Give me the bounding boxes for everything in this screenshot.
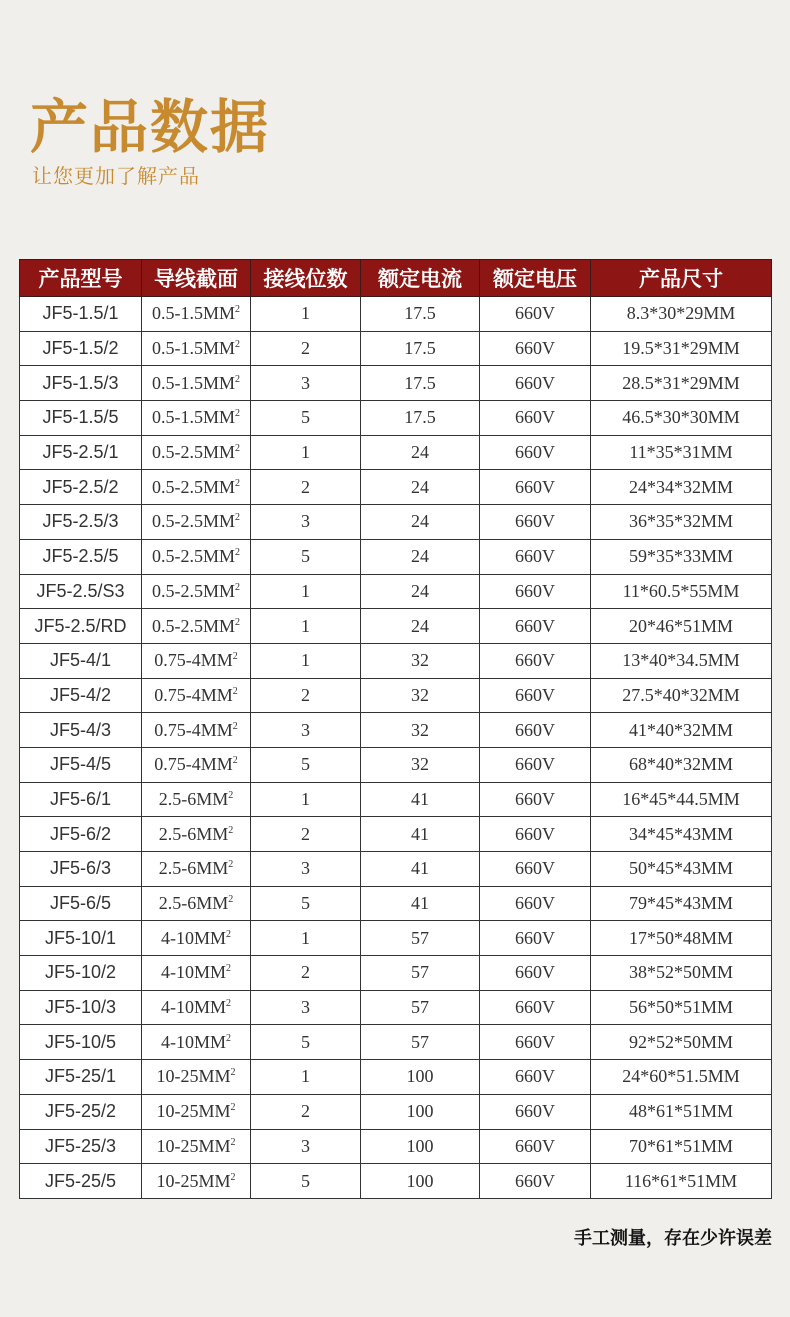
cell-positions: 1 bbox=[251, 609, 361, 644]
cell-section bbox=[142, 1025, 251, 1060]
section-value: 0.75-4MM bbox=[154, 754, 233, 775]
section-value: 0.5-2.5MM bbox=[151, 442, 235, 463]
section-unit-exponent: 2 bbox=[235, 616, 240, 628]
cell-positions: 2 bbox=[251, 956, 361, 991]
cell-voltage: 660V bbox=[480, 331, 591, 366]
section-value: 10-25MM bbox=[156, 1170, 231, 1191]
cell-section bbox=[142, 331, 251, 366]
cell-section bbox=[142, 435, 251, 470]
cell-section bbox=[142, 539, 251, 574]
cell-current: 17.5 bbox=[361, 366, 480, 401]
cell-current: 24 bbox=[361, 609, 480, 644]
cell-size: 59*35*33MM bbox=[591, 539, 772, 574]
section-unit-exponent: 2 bbox=[226, 998, 231, 1010]
cell-model: JF5-1.5/1 bbox=[20, 297, 142, 332]
table-row bbox=[20, 817, 772, 852]
section-value: 10-25MM bbox=[156, 1101, 231, 1122]
cell-voltage: 660V bbox=[480, 852, 591, 887]
cell-positions: 2 bbox=[251, 678, 361, 713]
cell-voltage: 660V bbox=[480, 643, 591, 678]
cell-positions: 3 bbox=[251, 366, 361, 401]
section-unit-exponent: 2 bbox=[232, 651, 238, 663]
cell-current: 100 bbox=[361, 1164, 480, 1199]
cell-current: 32 bbox=[361, 678, 480, 713]
page-title: 产品数据 bbox=[30, 93, 271, 161]
cell-section bbox=[142, 1164, 251, 1199]
cell-section bbox=[142, 886, 251, 921]
table-row bbox=[20, 886, 772, 921]
cell-section bbox=[142, 366, 251, 401]
cell-voltage: 660V bbox=[480, 539, 591, 574]
table-row bbox=[20, 747, 772, 782]
cell-positions: 3 bbox=[251, 852, 361, 887]
table-row bbox=[20, 297, 772, 332]
cell-model: JF5-6/2 bbox=[20, 817, 142, 852]
cell-positions: 5 bbox=[251, 539, 361, 574]
section-unit-exponent: 2 bbox=[230, 1171, 236, 1183]
cell-voltage: 660V bbox=[480, 574, 591, 609]
section-unit-exponent: 2 bbox=[235, 477, 240, 489]
cell-section bbox=[142, 470, 251, 505]
cell-size: 20*46*51MM bbox=[591, 609, 772, 644]
cell-size: 79*45*43MM bbox=[591, 886, 772, 921]
section-value: 4-10MM bbox=[160, 997, 226, 1018]
table-row bbox=[20, 678, 772, 713]
cell-current: 24 bbox=[361, 435, 480, 470]
cell-model: JF5-4/2 bbox=[20, 678, 142, 713]
cell-model: JF5-6/5 bbox=[20, 886, 142, 921]
table-row bbox=[20, 366, 772, 401]
cell-model: JF5-10/1 bbox=[20, 921, 142, 956]
section-unit-exponent: 2 bbox=[230, 1102, 236, 1114]
cell-voltage: 660V bbox=[480, 1129, 591, 1164]
cell-positions: 3 bbox=[251, 505, 361, 540]
section-value: 4-10MM bbox=[160, 1031, 226, 1052]
section-unit-exponent: 2 bbox=[228, 894, 234, 906]
cell-section bbox=[142, 1094, 251, 1129]
page-subtitle: 让您更加了解产品 bbox=[32, 164, 200, 188]
table-row bbox=[20, 1025, 772, 1060]
cell-section bbox=[142, 1060, 251, 1095]
cell-model: JF5-2.5/2 bbox=[20, 470, 142, 505]
cell-size: 24*60*51.5MM bbox=[591, 1060, 772, 1095]
cell-size: 11*35*31MM bbox=[591, 435, 772, 470]
cell-current: 41 bbox=[361, 817, 480, 852]
cell-section bbox=[142, 956, 251, 991]
cell-model: JF5-2.5/3 bbox=[20, 505, 142, 540]
section-unit-exponent: 2 bbox=[235, 443, 240, 455]
table-body bbox=[20, 297, 772, 1199]
cell-positions: 2 bbox=[251, 470, 361, 505]
section-unit-exponent: 2 bbox=[226, 928, 231, 940]
cell-size: 56*50*51MM bbox=[591, 990, 772, 1025]
table-row bbox=[20, 990, 772, 1025]
cell-current: 24 bbox=[361, 539, 480, 574]
table-row bbox=[20, 1060, 772, 1095]
cell-model: JF5-6/3 bbox=[20, 852, 142, 887]
cell-size: 27.5*40*32MM bbox=[591, 678, 772, 713]
section-unit-exponent: 2 bbox=[232, 720, 238, 732]
section-unit-exponent: 2 bbox=[226, 1032, 231, 1044]
cell-voltage: 660V bbox=[480, 1025, 591, 1060]
cell-section bbox=[142, 747, 251, 782]
cell-positions: 2 bbox=[251, 1094, 361, 1129]
cell-size: 8.3*30*29MM bbox=[591, 297, 772, 332]
cell-section bbox=[142, 990, 251, 1025]
cell-voltage: 660V bbox=[480, 435, 591, 470]
section-value: 4-10MM bbox=[160, 962, 226, 983]
cell-model: JF5-4/5 bbox=[20, 747, 142, 782]
cell-current: 17.5 bbox=[361, 297, 480, 332]
cell-section bbox=[142, 852, 251, 887]
section-unit-exponent: 2 bbox=[232, 685, 238, 697]
cell-size: 34*45*43MM bbox=[591, 817, 772, 852]
cell-voltage: 660V bbox=[480, 366, 591, 401]
cell-voltage: 660V bbox=[480, 956, 591, 991]
cell-voltage: 660V bbox=[480, 1094, 591, 1129]
section-unit-exponent: 2 bbox=[235, 581, 240, 593]
table-row bbox=[20, 609, 772, 644]
cell-model: JF5-2.5/S3 bbox=[20, 574, 142, 609]
table-row bbox=[20, 921, 772, 956]
cell-positions: 5 bbox=[251, 886, 361, 921]
section-unit-exponent: 2 bbox=[235, 339, 240, 351]
table-row bbox=[20, 505, 772, 540]
table-row bbox=[20, 401, 772, 436]
section-value: 0.5-2.5MM bbox=[151, 615, 235, 636]
cell-model: JF5-1.5/5 bbox=[20, 401, 142, 436]
cell-section bbox=[142, 643, 251, 678]
cell-size: 70*61*51MM bbox=[591, 1129, 772, 1164]
section-value: 2.5-6MM bbox=[158, 823, 229, 844]
cell-size: 50*45*43MM bbox=[591, 852, 772, 887]
cell-voltage: 660V bbox=[480, 609, 591, 644]
cell-current: 41 bbox=[361, 886, 480, 921]
section-value: 0.5-2.5MM bbox=[151, 476, 235, 497]
cell-model: JF5-25/3 bbox=[20, 1129, 142, 1164]
table-row bbox=[20, 713, 772, 748]
section-value: 2.5-6MM bbox=[158, 893, 229, 914]
section-unit-exponent: 2 bbox=[230, 1067, 236, 1079]
cell-positions: 1 bbox=[251, 297, 361, 332]
cell-section bbox=[142, 713, 251, 748]
section-value: 10-25MM bbox=[156, 1066, 231, 1087]
cell-voltage: 660V bbox=[480, 401, 591, 436]
cell-positions: 1 bbox=[251, 574, 361, 609]
header-size: 产品尺寸 bbox=[591, 260, 772, 297]
cell-model: JF5-2.5/RD bbox=[20, 609, 142, 644]
cell-voltage: 660V bbox=[480, 1164, 591, 1199]
cell-current: 41 bbox=[361, 852, 480, 887]
cell-positions: 2 bbox=[251, 817, 361, 852]
cell-current: 24 bbox=[361, 574, 480, 609]
section-unit-exponent: 2 bbox=[232, 755, 238, 767]
table-row bbox=[20, 1164, 772, 1199]
cell-model: JF5-10/2 bbox=[20, 956, 142, 991]
section-value: 0.5-2.5MM bbox=[151, 511, 235, 532]
cell-voltage: 660V bbox=[480, 505, 591, 540]
section-value: 0.5-1.5MM bbox=[151, 407, 235, 428]
cell-voltage: 660V bbox=[480, 1060, 591, 1095]
cell-positions: 1 bbox=[251, 643, 361, 678]
measurement-note: 手工测量，存在少许误差 bbox=[574, 1228, 772, 1249]
cell-size: 92*52*50MM bbox=[591, 1025, 772, 1060]
cell-voltage: 660V bbox=[480, 297, 591, 332]
cell-voltage: 660V bbox=[480, 713, 591, 748]
cell-section bbox=[142, 921, 251, 956]
cell-size: 11*60.5*55MM bbox=[591, 574, 772, 609]
cell-positions: 5 bbox=[251, 1025, 361, 1060]
cell-size: 116*61*51MM bbox=[591, 1164, 772, 1199]
cell-current: 32 bbox=[361, 643, 480, 678]
cell-model: JF5-1.5/3 bbox=[20, 366, 142, 401]
table-row bbox=[20, 1094, 772, 1129]
cell-positions: 2 bbox=[251, 331, 361, 366]
section-value: 0.5-1.5MM bbox=[151, 338, 235, 359]
section-value: 0.5-2.5MM bbox=[151, 546, 235, 567]
cell-section bbox=[142, 297, 251, 332]
cell-size: 16*45*44.5MM bbox=[591, 782, 772, 817]
cell-positions: 3 bbox=[251, 990, 361, 1025]
cell-model: JF5-10/3 bbox=[20, 990, 142, 1025]
section-unit-exponent: 2 bbox=[230, 1136, 236, 1148]
spec-table bbox=[19, 259, 772, 1199]
table-row bbox=[20, 539, 772, 574]
section-value: 0.75-4MM bbox=[154, 650, 233, 671]
cell-size: 68*40*32MM bbox=[591, 747, 772, 782]
table-row bbox=[20, 643, 772, 678]
cell-model: JF5-4/1 bbox=[20, 643, 142, 678]
section-unit-exponent: 2 bbox=[235, 304, 240, 316]
header-model: 产品型号 bbox=[20, 260, 142, 297]
cell-current: 57 bbox=[361, 1025, 480, 1060]
cell-current: 32 bbox=[361, 747, 480, 782]
cell-size: 24*34*32MM bbox=[591, 470, 772, 505]
header-section: 导线截面 bbox=[142, 260, 251, 297]
cell-current: 32 bbox=[361, 713, 480, 748]
cell-size: 41*40*32MM bbox=[591, 713, 772, 748]
cell-voltage: 660V bbox=[480, 678, 591, 713]
section-unit-exponent: 2 bbox=[226, 963, 231, 975]
cell-section bbox=[142, 678, 251, 713]
cell-voltage: 660V bbox=[480, 886, 591, 921]
section-unit-exponent: 2 bbox=[235, 373, 240, 385]
section-value: 0.5-2.5MM bbox=[151, 580, 235, 601]
cell-positions: 1 bbox=[251, 435, 361, 470]
table-row bbox=[20, 1129, 772, 1164]
section-unit-exponent: 2 bbox=[228, 789, 234, 801]
cell-size: 48*61*51MM bbox=[591, 1094, 772, 1129]
section-unit-exponent: 2 bbox=[235, 547, 240, 559]
cell-current: 24 bbox=[361, 470, 480, 505]
cell-size: 13*40*34.5MM bbox=[591, 643, 772, 678]
cell-model: JF5-1.5/2 bbox=[20, 331, 142, 366]
cell-section bbox=[142, 505, 251, 540]
cell-voltage: 660V bbox=[480, 921, 591, 956]
section-unit-exponent: 2 bbox=[235, 512, 240, 524]
section-value: 0.75-4MM bbox=[154, 719, 233, 740]
cell-model: JF5-10/5 bbox=[20, 1025, 142, 1060]
cell-section bbox=[142, 609, 251, 644]
section-value: 0.5-1.5MM bbox=[151, 372, 235, 393]
table-row bbox=[20, 782, 772, 817]
cell-model: JF5-25/1 bbox=[20, 1060, 142, 1095]
table-row bbox=[20, 331, 772, 366]
cell-model: JF5-6/1 bbox=[20, 782, 142, 817]
table-row bbox=[20, 852, 772, 887]
table-row bbox=[20, 956, 772, 991]
cell-positions: 1 bbox=[251, 782, 361, 817]
section-unit-exponent: 2 bbox=[228, 859, 234, 871]
cell-section bbox=[142, 817, 251, 852]
cell-positions: 5 bbox=[251, 1164, 361, 1199]
cell-voltage: 660V bbox=[480, 782, 591, 817]
cell-voltage: 660V bbox=[480, 990, 591, 1025]
cell-model: JF5-2.5/1 bbox=[20, 435, 142, 470]
cell-current: 57 bbox=[361, 956, 480, 991]
section-value: 10-25MM bbox=[156, 1135, 231, 1156]
table-header-row bbox=[20, 260, 772, 297]
cell-positions: 3 bbox=[251, 1129, 361, 1164]
cell-voltage: 660V bbox=[480, 747, 591, 782]
section-value: 2.5-6MM bbox=[158, 858, 229, 879]
cell-size: 46.5*30*30MM bbox=[591, 401, 772, 436]
cell-current: 41 bbox=[361, 782, 480, 817]
cell-current: 17.5 bbox=[361, 331, 480, 366]
header-current: 额定电流 bbox=[361, 260, 480, 297]
cell-model: JF5-4/3 bbox=[20, 713, 142, 748]
cell-size: 17*50*48MM bbox=[591, 921, 772, 956]
cell-section bbox=[142, 401, 251, 436]
cell-size: 36*35*32MM bbox=[591, 505, 772, 540]
cell-positions: 1 bbox=[251, 921, 361, 956]
cell-voltage: 660V bbox=[480, 470, 591, 505]
cell-model: JF5-25/2 bbox=[20, 1094, 142, 1129]
table-row bbox=[20, 574, 772, 609]
cell-size: 19.5*31*29MM bbox=[591, 331, 772, 366]
section-value: 4-10MM bbox=[160, 927, 226, 948]
table-row bbox=[20, 470, 772, 505]
cell-positions: 5 bbox=[251, 401, 361, 436]
cell-current: 57 bbox=[361, 921, 480, 956]
section-value: 0.75-4MM bbox=[154, 684, 233, 705]
cell-section bbox=[142, 782, 251, 817]
cell-current: 17.5 bbox=[361, 401, 480, 436]
cell-current: 24 bbox=[361, 505, 480, 540]
cell-model: JF5-25/5 bbox=[20, 1164, 142, 1199]
cell-current: 100 bbox=[361, 1094, 480, 1129]
cell-voltage: 660V bbox=[480, 817, 591, 852]
cell-section bbox=[142, 574, 251, 609]
cell-size: 28.5*31*29MM bbox=[591, 366, 772, 401]
cell-model: JF5-2.5/5 bbox=[20, 539, 142, 574]
cell-section bbox=[142, 1129, 251, 1164]
cell-positions: 5 bbox=[251, 747, 361, 782]
cell-size: 38*52*50MM bbox=[591, 956, 772, 991]
section-unit-exponent: 2 bbox=[235, 408, 240, 420]
cell-positions: 3 bbox=[251, 713, 361, 748]
cell-current: 57 bbox=[361, 990, 480, 1025]
section-unit-exponent: 2 bbox=[228, 824, 234, 836]
section-value: 2.5-6MM bbox=[158, 788, 229, 809]
cell-current: 100 bbox=[361, 1129, 480, 1164]
section-value: 0.5-1.5MM bbox=[151, 303, 235, 324]
header-positions: 接线位数 bbox=[251, 260, 361, 297]
cell-positions: 1 bbox=[251, 1060, 361, 1095]
header-voltage: 额定电压 bbox=[480, 260, 591, 297]
table-row bbox=[20, 435, 772, 470]
cell-current: 100 bbox=[361, 1060, 480, 1095]
